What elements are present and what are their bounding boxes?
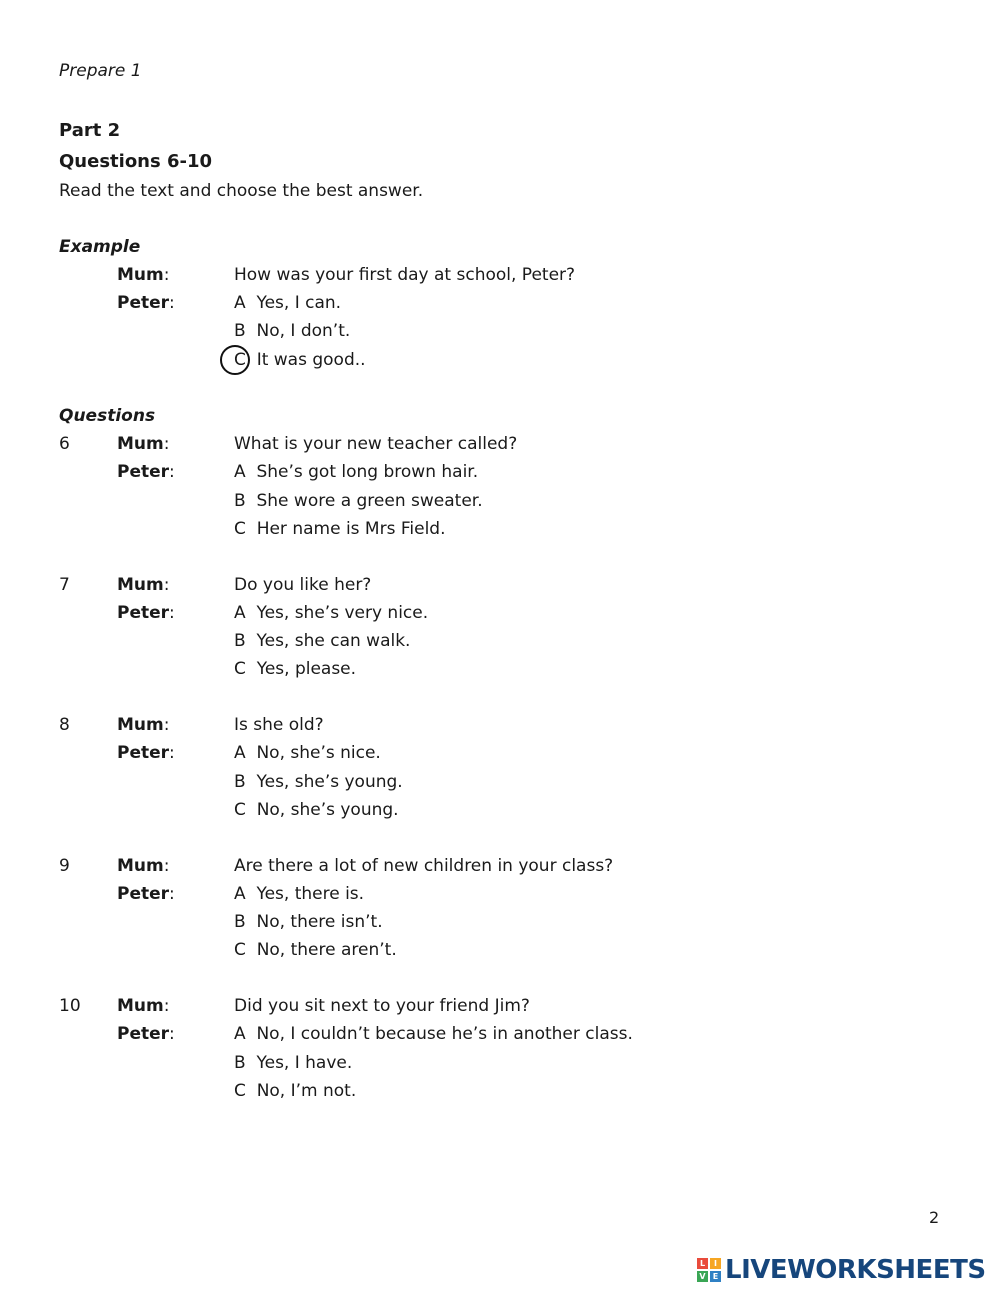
speaker-peter bbox=[117, 742, 175, 764]
answer-option-a[interactable] bbox=[234, 742, 381, 764]
speaker-colon: : bbox=[163, 996, 170, 1016]
speaker-peter bbox=[117, 883, 175, 905]
question-number: 7 bbox=[59, 575, 70, 595]
logo-text: LIVEWORKSHEETS bbox=[725, 1255, 986, 1285]
option-letter: A bbox=[234, 462, 246, 482]
question-text: Is she old? bbox=[234, 715, 324, 735]
question-number: 8 bbox=[59, 715, 70, 735]
example-question: How was your first day at school, Peter? bbox=[234, 265, 576, 285]
option-text: Yes, I have. bbox=[256, 1053, 353, 1073]
speaker-peter bbox=[117, 461, 175, 483]
speaker-name: Peter bbox=[117, 884, 170, 904]
speaker-colon: : bbox=[163, 434, 170, 454]
option-text: She wore a green sweater. bbox=[256, 491, 483, 511]
answer-option-a[interactable] bbox=[234, 602, 428, 624]
question-text: Do you like her? bbox=[234, 575, 372, 595]
speaker-peter bbox=[117, 1023, 175, 1045]
answer-option-c[interactable] bbox=[234, 658, 356, 680]
option-text: It was good.. bbox=[256, 350, 366, 370]
questions-range: Questions 6-10 bbox=[59, 151, 213, 172]
logo-letter: L bbox=[697, 1258, 708, 1269]
speaker-colon: : bbox=[169, 884, 175, 904]
answer-option-b[interactable] bbox=[234, 490, 483, 512]
speaker-name: Peter bbox=[117, 603, 170, 623]
option-letter: A bbox=[234, 884, 246, 904]
speaker-name: Peter bbox=[117, 293, 170, 313]
option-letter: B bbox=[234, 1053, 246, 1073]
option-text: Yes, she’s very nice. bbox=[256, 603, 429, 623]
option-text: No, there aren’t. bbox=[256, 940, 397, 960]
speaker-mum bbox=[117, 855, 169, 877]
option-text: No, I’m not. bbox=[256, 1081, 357, 1101]
option-letter: B bbox=[234, 631, 246, 651]
option-text: Yes, there is. bbox=[256, 884, 365, 904]
example-label: Example bbox=[59, 237, 141, 257]
answer-option-c[interactable] bbox=[234, 939, 397, 961]
speaker-mum bbox=[117, 714, 169, 736]
example-speaker-mum bbox=[117, 264, 169, 286]
speaker-peter bbox=[117, 602, 175, 624]
speaker-colon: : bbox=[169, 462, 175, 482]
option-letter: C bbox=[234, 350, 246, 370]
option-letter: A bbox=[234, 1024, 246, 1044]
example-option-c[interactable] bbox=[234, 349, 366, 371]
speaker-colon: : bbox=[169, 293, 175, 313]
option-letter: A bbox=[234, 293, 246, 313]
instruction: Read the text and choose the best answer. bbox=[59, 181, 424, 201]
question-text: Did you sit next to your friend Jim? bbox=[234, 996, 530, 1016]
option-text: No, I couldn’t because he’s in another class. bbox=[256, 1024, 633, 1044]
option-text: No, there isn’t. bbox=[256, 912, 383, 932]
answer-option-b[interactable] bbox=[234, 630, 410, 652]
speaker-mum bbox=[117, 433, 169, 455]
logo-letter: I bbox=[710, 1258, 721, 1269]
speaker-name: Mum bbox=[117, 434, 164, 454]
speaker-mum bbox=[117, 995, 169, 1017]
answer-option-a[interactable] bbox=[234, 883, 364, 905]
option-letter: B bbox=[234, 321, 246, 341]
question-number: 10 bbox=[59, 996, 81, 1016]
option-text: Yes, she’s young. bbox=[256, 772, 403, 792]
option-letter: B bbox=[234, 912, 246, 932]
speaker-colon: : bbox=[163, 575, 170, 595]
questions-label: Questions bbox=[59, 406, 156, 426]
question-text: What is your new teacher called? bbox=[234, 434, 518, 454]
option-letter: C bbox=[234, 519, 246, 539]
logo-letter: E bbox=[710, 1271, 721, 1282]
selected-answer-circle bbox=[220, 345, 250, 375]
option-text: No, she’s nice. bbox=[256, 743, 381, 763]
example-option-b[interactable] bbox=[234, 320, 350, 342]
option-text: She’s got long brown hair. bbox=[256, 462, 479, 482]
answer-option-b[interactable] bbox=[234, 911, 383, 933]
speaker-colon: : bbox=[169, 1024, 175, 1044]
option-text: No, I don’t. bbox=[256, 321, 351, 341]
option-letter: A bbox=[234, 743, 246, 763]
example-speaker-peter bbox=[117, 292, 175, 314]
option-text: Yes, please. bbox=[256, 659, 357, 679]
question-number: 6 bbox=[59, 434, 70, 454]
speaker-colon: : bbox=[169, 603, 175, 623]
logo-letter: V bbox=[697, 1271, 708, 1282]
option-text: Yes, she can walk. bbox=[256, 631, 411, 651]
page-number: 2 bbox=[929, 1208, 940, 1227]
logo-grid-icon bbox=[697, 1258, 721, 1282]
speaker-name: Peter bbox=[117, 1024, 170, 1044]
option-letter: C bbox=[234, 659, 246, 679]
speaker-colon: : bbox=[169, 743, 175, 763]
option-text: No, she’s young. bbox=[256, 800, 399, 820]
speaker-name: Peter bbox=[117, 743, 170, 763]
speaker-name: Mum bbox=[117, 265, 164, 285]
speaker-name: Mum bbox=[117, 715, 164, 735]
speaker-name: Mum bbox=[117, 856, 164, 876]
answer-option-c[interactable] bbox=[234, 1080, 356, 1102]
speaker-colon: : bbox=[163, 265, 170, 285]
part-title: Part 2 bbox=[59, 120, 121, 141]
option-text: Yes, I can. bbox=[256, 293, 342, 313]
option-letter: A bbox=[234, 603, 246, 623]
answer-option-a[interactable] bbox=[234, 461, 478, 483]
answer-option-b[interactable] bbox=[234, 771, 403, 793]
option-letter: C bbox=[234, 800, 246, 820]
answer-option-a[interactable] bbox=[234, 1023, 633, 1045]
option-letter: B bbox=[234, 772, 246, 792]
speaker-mum bbox=[117, 574, 169, 596]
option-letter: B bbox=[234, 491, 246, 511]
answer-option-b[interactable] bbox=[234, 1052, 352, 1074]
speaker-colon: : bbox=[163, 715, 170, 735]
answer-option-c[interactable] bbox=[234, 799, 399, 821]
series-title: Prepare 1 bbox=[59, 61, 142, 81]
speaker-name: Mum bbox=[117, 575, 164, 595]
liveworksheets-logo[interactable] bbox=[697, 1255, 986, 1285]
answer-option-c[interactable] bbox=[234, 518, 445, 540]
example-option-a[interactable] bbox=[234, 292, 341, 314]
speaker-name: Mum bbox=[117, 996, 164, 1016]
question-text: Are there a lot of new children in your class? bbox=[234, 856, 614, 876]
speaker-colon: : bbox=[163, 856, 170, 876]
option-letter: C bbox=[234, 940, 246, 960]
speaker-name: Peter bbox=[117, 462, 170, 482]
question-number: 9 bbox=[59, 856, 70, 876]
option-text: Her name is Mrs Field. bbox=[256, 519, 446, 539]
option-letter: C bbox=[234, 1081, 246, 1101]
